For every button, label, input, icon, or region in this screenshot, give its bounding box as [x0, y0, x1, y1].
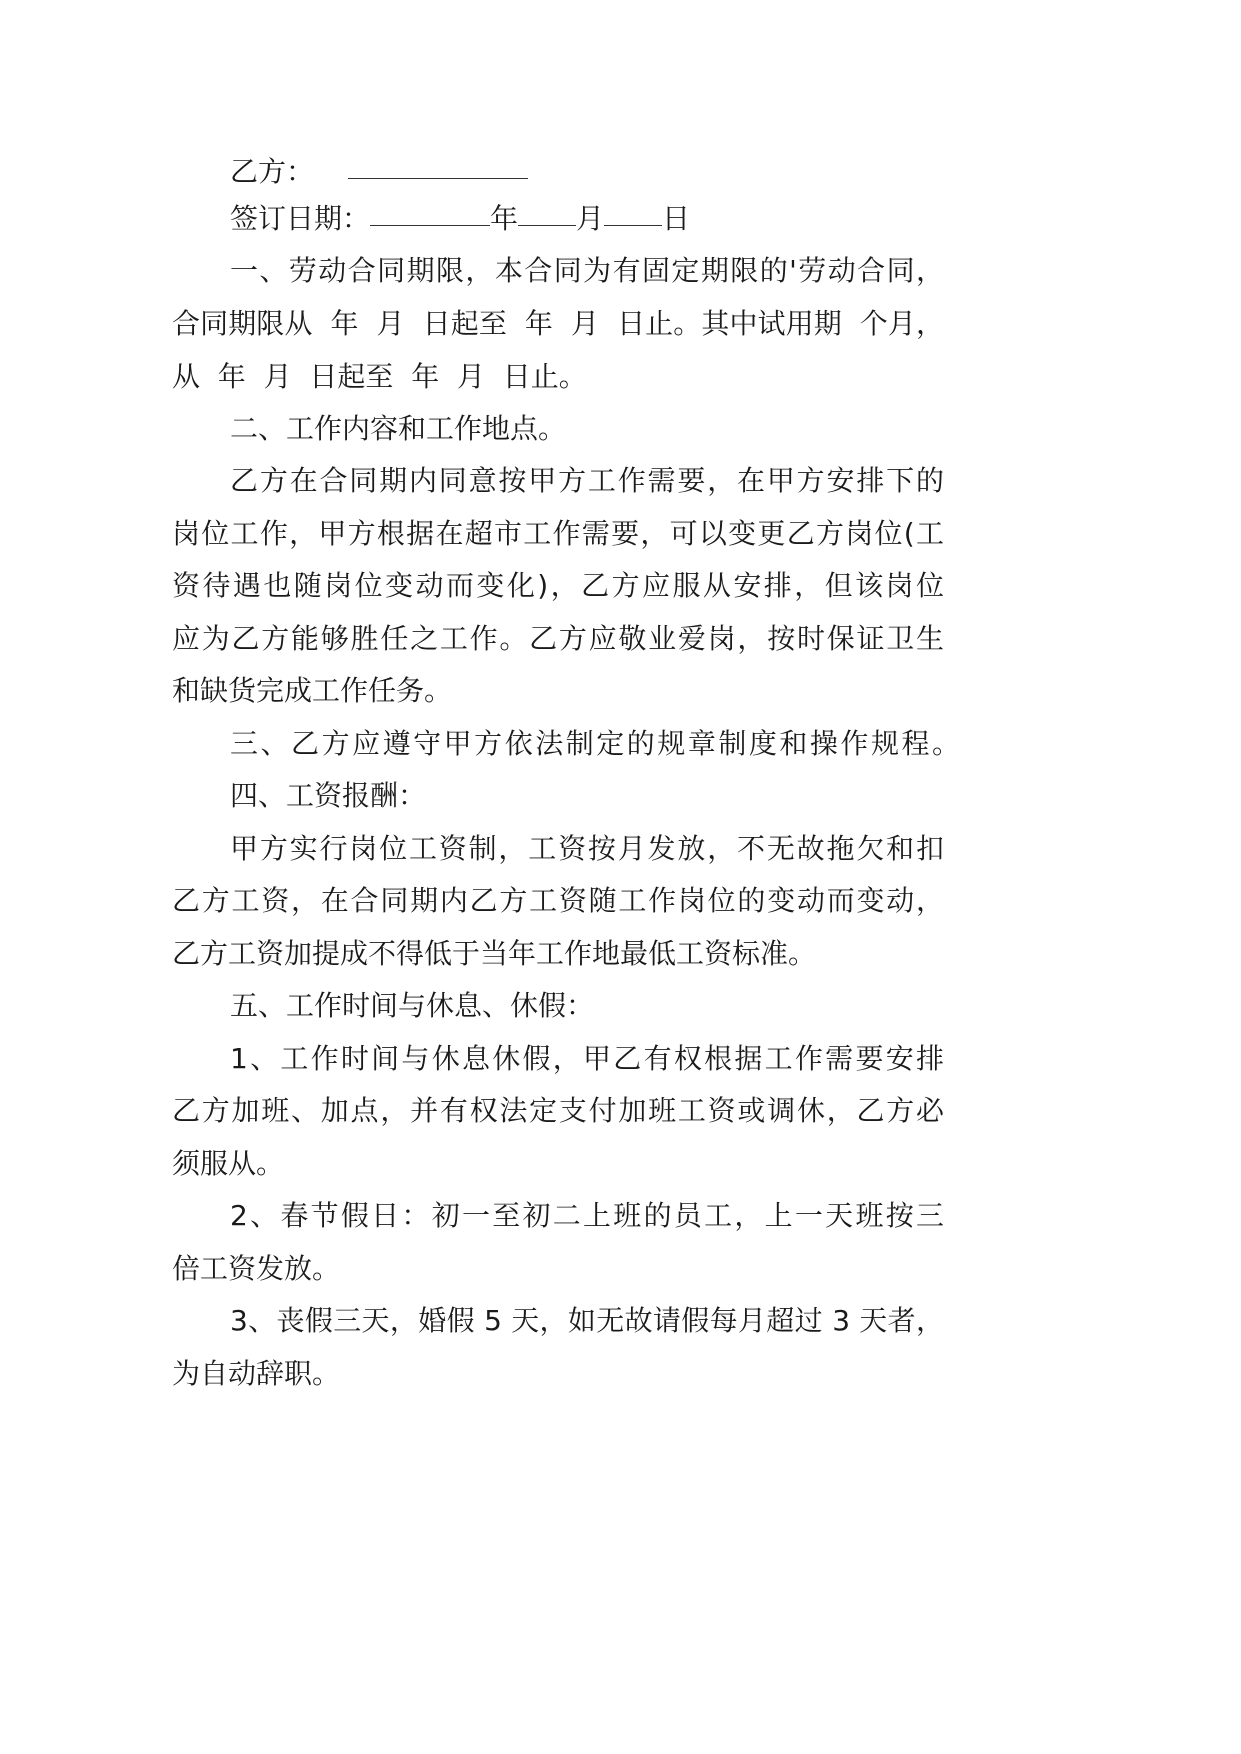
sign-date-year-label: 年 — [490, 202, 519, 235]
text-line: 为自动辞职。 — [172, 1357, 341, 1390]
text-line: 3、丧假三天，婚假 5 天，如无故请假每月超过 3 天者， — [230, 1304, 944, 1337]
text-line: 乙方工资，在合同期内乙方工资随工作岗位的变动而变动， — [172, 884, 944, 917]
text-line: 乙方工资加提成不得低于当年工作地最低工资标准。 — [172, 937, 817, 970]
text-line: 乙方在合同期内同意按甲方工作需要，在甲方安排下的 — [230, 464, 944, 497]
text-line: 倍工资发放。 — [172, 1252, 341, 1285]
text-line: 五、工作时间与休息、休假： — [230, 989, 595, 1022]
sign-date-month-blank — [518, 224, 576, 226]
text-line: 甲方实行岗位工资制，工资按月发放，不无故拖欠和扣 — [230, 832, 944, 865]
text-line: 资待遇也随岗位变动而变化)，乙方应服从安排，但该岗位 — [172, 569, 944, 602]
text-line: 二、工作内容和工作地点。 — [230, 412, 567, 445]
text-line: 岗位工作，甲方根据在超市工作需要，可以变更乙方岗位(工 — [172, 517, 944, 550]
sign-date-month-label: 月 — [576, 202, 605, 235]
party-b-blank — [348, 177, 528, 179]
sign-date-row — [230, 199, 690, 239]
party-b-row — [230, 152, 528, 192]
text-line: 乙方加班、加点，并有权法定支付加班工资或调休，乙方必 — [172, 1094, 944, 1127]
sign-date-day-label: 日 — [662, 202, 691, 235]
sign-date-label: 签订日期： — [230, 202, 371, 235]
text-line: 2、春节假日：初一至初二上班的员工，上一天班按三 — [230, 1199, 944, 1232]
sign-date-year-blank — [370, 224, 490, 226]
sign-date-day-blank — [604, 224, 662, 226]
text-line: 从 年 月 日起至 年 月 日止。 — [172, 360, 587, 393]
text-line: 1、工作时间与休息休假，甲乙有权根据工作需要安排 — [230, 1042, 944, 1075]
text-line: 和缺货完成工作任务。 — [172, 674, 453, 707]
text-line: 合同期限从 年 月 日起至 年 月 日止。其中试用期 个月， — [172, 307, 944, 340]
text-line: 四、工资报酬： — [230, 779, 427, 812]
text-line: 一、劳动合同期限，本合同为有固定期限的'劳动合同， — [230, 254, 944, 287]
text-line: 三、乙方应遵守甲方依法制定的规章制度和操作规程。 — [230, 727, 960, 760]
text-line: 应为乙方能够胜任之工作。乙方应敬业爱岗，按时保证卫生 — [172, 622, 944, 655]
text-line: 须服从。 — [172, 1147, 285, 1180]
party-b-label: 乙方： — [230, 155, 315, 188]
